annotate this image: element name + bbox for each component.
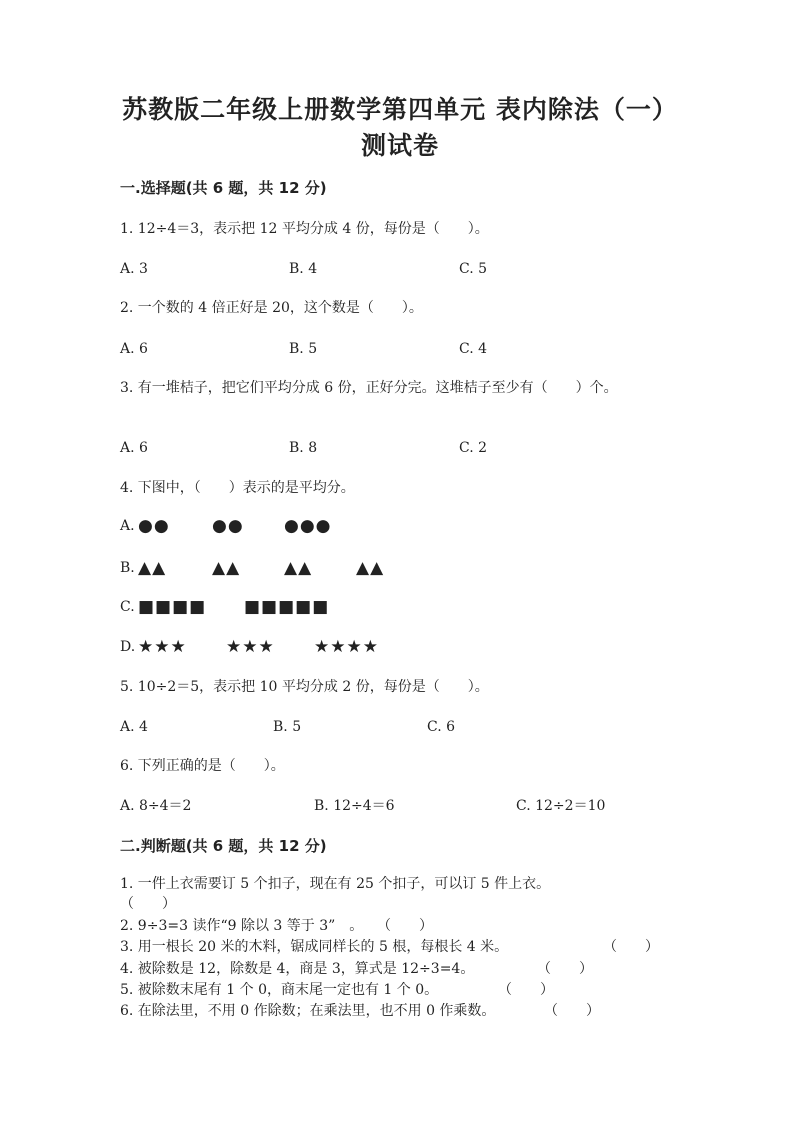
question-1: 1. 12÷4＝3，表示把 12 平均分成 4 份，每份是（ ）。	[120, 221, 489, 237]
judge-item-3: 3. 用一根长 20 米的木料，锯成同样长的 5 根，每根长 4 米。	[120, 939, 509, 955]
triangle-group-icon: ▲▲	[212, 558, 241, 578]
section-heading-judge: 二.判断题(共 6 题，共 12 分)	[120, 837, 327, 855]
q4-option-d-label: D.	[120, 639, 136, 655]
q1-option-b[interactable]: B. 4	[289, 261, 318, 277]
page-title: 苏教版二年级上册数学第四单元 表内除法（一）	[122, 95, 678, 124]
q4-option-c[interactable]	[120, 596, 680, 618]
judge-answer-6[interactable]: （ ）	[544, 1003, 600, 1019]
q4-option-a[interactable]	[120, 515, 680, 537]
star-group-icon: ★★★	[138, 637, 187, 657]
circle-group-icon: ●●●	[284, 516, 332, 536]
question-4: 4. 下图中，（ ）表示的是平均分。	[120, 480, 355, 496]
q4-option-b[interactable]	[120, 557, 680, 579]
question-5: 5. 10÷2＝5，表示把 10 平均分成 2 份，每份是（ ）。	[120, 679, 489, 695]
judge-item-2: 2. 9÷3=3 读作“9 除以 3 等于 3” 。	[120, 918, 364, 934]
q2-option-c[interactable]: C. 4	[459, 341, 488, 357]
triangle-group-icon: ▲▲	[356, 558, 385, 578]
q5-option-c[interactable]: C. 6	[427, 719, 456, 735]
triangle-group-icon: ▲▲	[284, 558, 313, 578]
page-subtitle: 测试卷	[360, 131, 439, 160]
judge-item-6: 6. 在除法里，不用 0 作除数；在乘法里，也不用 0 作乘数。	[120, 1003, 496, 1019]
star-group-icon: ★★★★	[314, 637, 379, 657]
q5-option-a[interactable]: A. 4	[120, 719, 148, 735]
q2-option-b[interactable]: B. 5	[289, 341, 318, 357]
q4-option-c-label: C.	[120, 599, 135, 615]
question-3: 3. 有一堆桔子，把它们平均分成 6 份，正好分完。这堆桔子至少有（ ）个。	[120, 380, 618, 396]
circle-group-icon: ●●	[138, 516, 170, 536]
q3-option-b[interactable]: B. 8	[289, 440, 318, 456]
star-group-icon: ★★★	[226, 637, 275, 657]
judge-answer-4[interactable]: （ ）	[537, 961, 593, 977]
judge-answer-2[interactable]: （ ）	[377, 918, 433, 934]
judge-item-1: 1. 一件上衣需要订 5 个扣子，现在有 25 个扣子，可以订 5 件上衣。	[120, 876, 551, 892]
q6-option-c[interactable]: C. 12÷2＝10	[516, 798, 606, 814]
square-group-icon: ■■■■■	[244, 597, 330, 617]
q5-option-b[interactable]: B. 5	[273, 719, 302, 735]
triangle-group-icon: ▲▲	[138, 558, 167, 578]
q1-option-c[interactable]: C. 5	[459, 261, 488, 277]
judge-answer-3[interactable]: （ ）	[603, 939, 659, 955]
q1-option-a[interactable]: A. 3	[120, 261, 148, 277]
section-heading-choice: 一.选择题(共 6 题，共 12 分)	[120, 179, 327, 197]
question-2: 2. 一个数的 4 倍正好是 20，这个数是（ ）。	[120, 300, 423, 316]
judge-answer-5[interactable]: （ ）	[498, 982, 554, 998]
q6-option-a[interactable]: A. 8÷4＝2	[120, 798, 192, 814]
judge-item-5: 5. 被除数末尾有 1 个 0，商末尾一定也有 1 个 0。	[120, 982, 439, 998]
q3-option-c[interactable]: C. 2	[459, 440, 488, 456]
q4-option-d[interactable]	[120, 636, 680, 658]
question-6: 6. 下列正确的是（ ）。	[120, 758, 285, 774]
square-group-icon: ■■■■	[138, 597, 207, 617]
q2-option-a[interactable]: A. 6	[120, 341, 148, 357]
q6-option-b[interactable]: B. 12÷4＝6	[314, 798, 395, 814]
q3-option-a[interactable]: A. 6	[120, 440, 148, 456]
judge-answer-1[interactable]: （ ）	[120, 896, 176, 912]
q4-option-a-label: A.	[120, 518, 135, 534]
q4-option-b-label: B.	[120, 560, 135, 576]
judge-item-4: 4. 被除数是 12，除数是 4，商是 3，算式是 12÷3=4。	[120, 961, 475, 977]
circle-group-icon: ●●	[212, 516, 244, 536]
